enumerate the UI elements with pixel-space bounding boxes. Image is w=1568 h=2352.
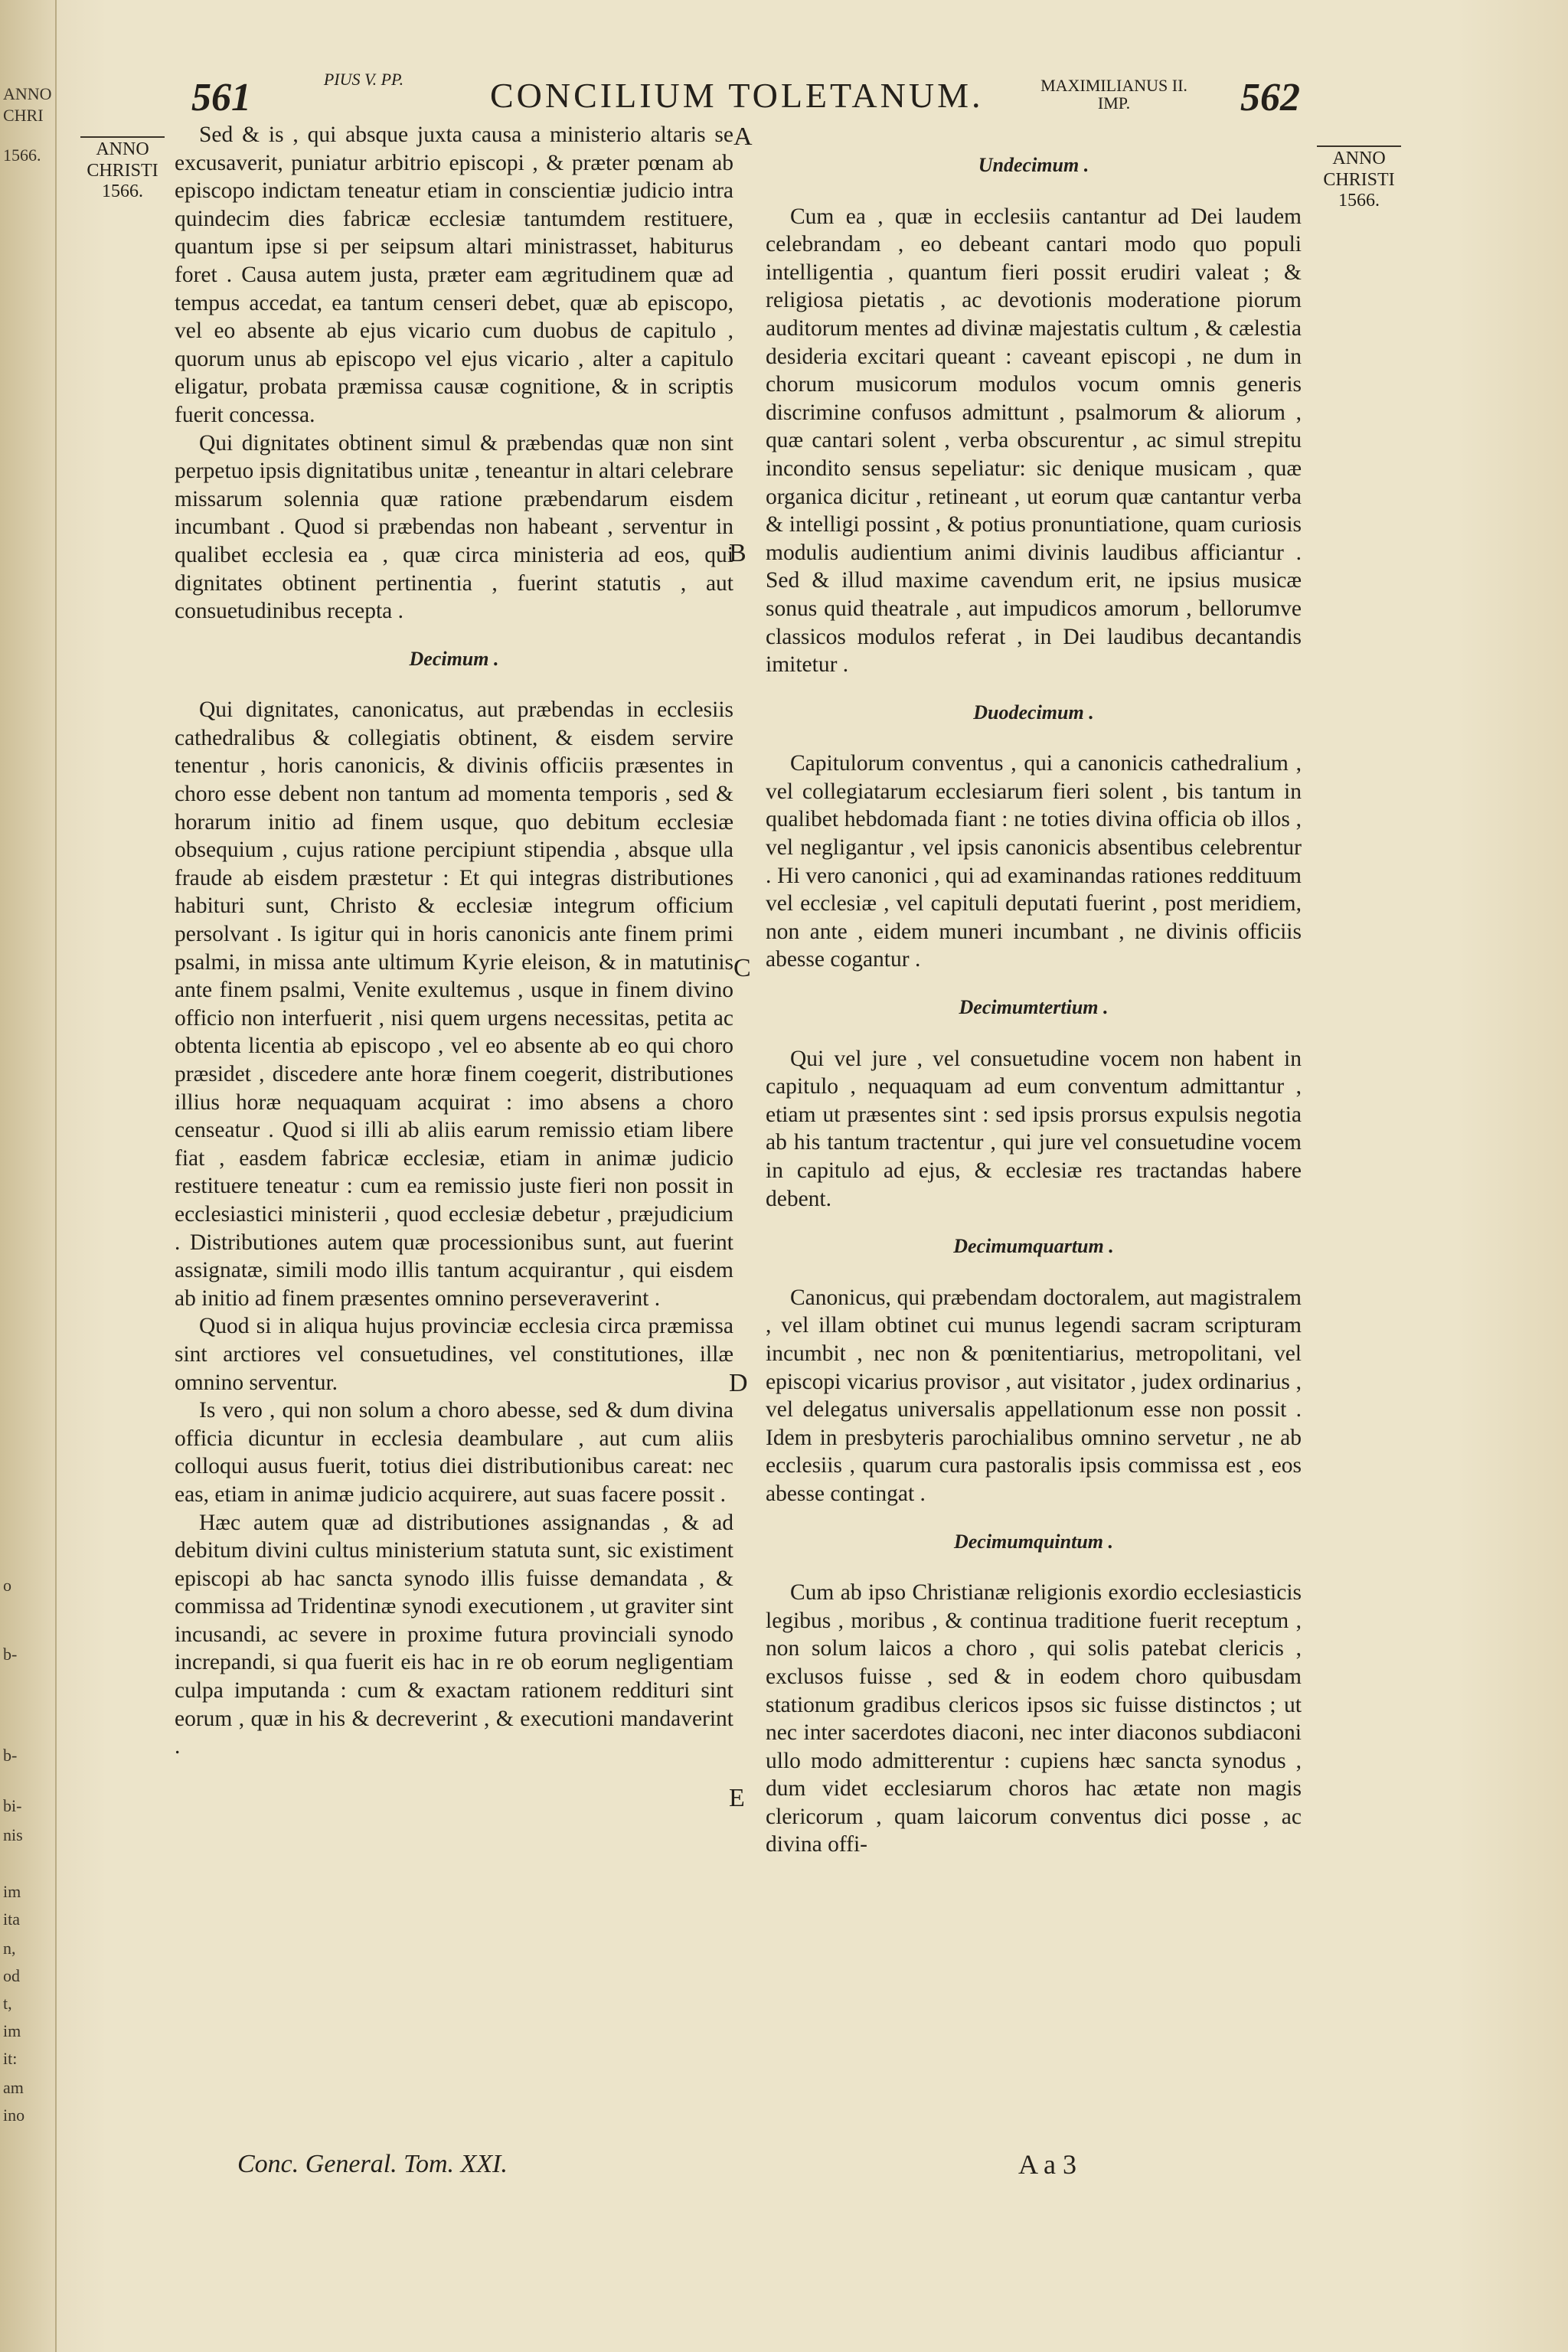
paragraph: Is vero , qui non solum a choro abesse, sed & dum divina officia dicuntur in ecclesia deambulare , aut cum aliis colloqui ausus fuerit, totius diei distributionibus careat: nec eas, etiam in animæ judicio acquirere, aut suas facere possit . — [175, 1398, 733, 1507]
paragraph: Qui dignitates obtinent simul & præbendas quæ non sint perpetuo ipsis dignitatibus unitæ , teneantur in altari celebrare missarum solennia quæ ratione præbendarum eisdem incumbant . Quod si præbendas non habeant , serventur in qualibet ecclesia ea , quæ circa ministeria ad eos, qui dignitates obtinent pertinentia , fuerint statutis , aut consuetudinibus recepta . — [175, 430, 733, 624]
gutter-fragment: 1566. — [3, 145, 41, 165]
gutter-fragment: ino — [3, 2105, 25, 2125]
right-page-number: 562 — [1240, 76, 1300, 119]
adjacent-page-gutter — [0, 0, 57, 2352]
signature-mark: A a 3 — [1018, 2149, 1076, 2180]
paragraph: Capitulorum conventus , qui a canonicis cathedralium , vel collegiatarum ecclesiarum fieri solent , bis tantum in qualibet hebdomada fiant : ne toties divina officia ob illos , vel negligantur , vel ipsis canonicis absentibus celebrentur . Hi vero canonici , qui ad examinandas rationes reddituum vel ecclesiæ , vel capituli deputati fuerint , post meridiem, non ante , eidem muneri incumbant , ne divinis officiis abesse cogantur . — [766, 751, 1302, 972]
left-page-number: 561 — [191, 76, 251, 119]
section-marker-d: D — [729, 1369, 748, 1397]
section-heading: Decimumquartum . — [953, 1235, 1114, 1258]
paragraph: Cum ab ipso Christianæ religionis exordio ecclesiasticis legibus , moribus , & continua traditione fuerit receptum , non solum laicos a choro , qui solis patebat clericis , exclusos fuisse , sed & in eodem choro quibusdam stationum gradibus clericos ipsos sic fuisse distinctos ; ut nec inter sacerdotes diaconi, nec inter diaconos subdiaconi ullo modo admitterentur : cupiens hæc sancta synodus , dum videt ecclesiarum choros hac ætate non magis clericorum , quam laicorum conventus dici posse , ac divina offi- — [766, 1580, 1302, 1857]
gutter-fragment: im — [3, 2021, 21, 2040]
gutter-fragment: o — [3, 1576, 11, 1595]
gutter-fragment: ita — [3, 1909, 20, 1929]
gutter-fragment: od — [3, 1966, 20, 1985]
margin-year-left: ANNO CHRISTI 1566. — [77, 136, 168, 203]
section-marker-c: C — [733, 954, 751, 982]
gutter-fragment: t, — [3, 1994, 12, 2013]
gutter-fragment: nis — [3, 1825, 23, 1844]
paragraph: Hæc autem quæ ad distributiones assignandas , & ad debitum divini cultus ministerium statuta sunt, sic existiment episcopi ab hac sancta synodo illis fuisse demandata , & commissa ad Tridentinæ synodi executionem , ut graviter sint incusandi, ac severe in proxime futura provinciali synodo increpandi, si qua fuerit eis hac in re ob eorum negligentiam culpa imputanda : cum & exactam rationem redditurі sint eorum , quæ in his & decreverint , & executioni mandaverint . — [175, 1510, 733, 1759]
section-heading: Decimum . — [409, 647, 499, 670]
gutter-fragment: am — [3, 2078, 24, 2097]
gutter-fragment: it: — [3, 2049, 18, 2068]
left-column — [175, 121, 733, 1761]
gutter-fragment: n, — [3, 1939, 16, 1958]
page-title: CONCILIUM TOLETANUM. — [490, 76, 984, 115]
emperor-header: MAXIMILIANUS II. IMP. — [1040, 76, 1187, 113]
paragraph: Qui vel jure , vel consuetudine vocem non habent in capitulo , nequaquam ad eum conventum admittantur , etiam ut præsentes sint : sed ipsis prorsus expulsis negotia ab his tantum tractentur , qui jure vel consuetudine vocem in capitulo ad ejus, & ecclesiæ res tractandas habere debent. — [766, 1046, 1302, 1211]
paragraph: Quod si in aliqua hujus provinciæ ecclesia circa præmissa sint arctiores vel consuetudines, vel constitutiones, illæ omnino serventur. — [175, 1314, 733, 1395]
volume-footer: Conc. General. Tom. XXI. — [237, 2150, 508, 2178]
section-marker-b: B — [729, 539, 746, 567]
paragraph: Canonicus, qui præbendam doctoralem, aut magistralem , vel illam obtinet cui munus legendi sacram scripturam incumbit , nec non & pœnitentiarius, metropolitani, vel episcopi vicarius provisor , aut visitator , judex ordinarius , vel delegatus universalis appellationum esse non possit . Idem in presbyteris parochialibus omnino servetur , ne ab ecclesiis , quarum cura pastoralis ipsis commissa est , eos abesse contingat . — [766, 1285, 1302, 1506]
paragraph: Sed & is , qui absque juxta causa a ministerio altaris se excusaverit, puniatur arbitrio episcopi , & præter pœnam ab episcopo indictam teneatur etiam in conscientiæ judicio intra quindecim dies fabricæ ecclesiæ tantumdem restituere, quantum ipse si per seipsum altari ministrasset, habiturus foret . Causa autem justa, præter eam ægritudinem quæ ad tempus accedat, ea tantum censeri debet, quæ ab episcopo, vel eo absente ab ejus vicario cum duobus de capitulo , quorum unus ab episcopo vel ejus vicario , alter a capitulo eligatur, probata præmissa causæ cognitione, & in scriptis fuerit concessa. — [175, 122, 733, 427]
section-heading: Duodecimum . — [973, 701, 1094, 724]
margin-year-right: ANNO CHRISTI 1566. — [1309, 145, 1409, 212]
gutter-fragment: ANNO — [3, 84, 52, 103]
gutter-fragment: b- — [3, 1746, 18, 1765]
section-heading: Decimumtertium . — [959, 996, 1109, 1019]
paragraph: Cum ea , quæ in ecclesiis cantantur ad Dei laudem celebrandam , eo debeant cantari modo quo populi intelligentia , quantum fieri possit erudiri valeat ; & religiosa pietatis , ac devotionis moderatione piorum auditorum mentes ad divinæ majestatis cultum , & cælestia desideria excitari queant : caveant episcopi , ne dum in chorum musicorum modulos vocum omnis generis discrimine confusos admittunt , psalmorum & aliorum , quæ cantari solent , verba obscurentur , ac simul strepitu incondito sensus sepeliatur: sic denique musicam , quæ organica dicitur , retineant , ut eorum quæ cantantur verba & intelligi possint , & potius pronuntiatione, quam curiosis modulis audientium animi divinis laudibus afficiantur . Sed & illud maxime cavendum erit, ne ipsius musicæ sonus quid theatrale , aut impudicos amorum , bellorumve classicos modulos referat , in Dei laudibus decantandis imitetur . — [766, 204, 1302, 678]
gutter-fragment: b- — [3, 1645, 18, 1664]
right-column — [766, 121, 1302, 1859]
gutter-fragment: CHRI — [3, 106, 44, 125]
gutter-fragment: bi- — [3, 1796, 22, 1815]
section-heading: Decimumquintum . — [953, 1530, 1114, 1553]
section-marker-a: A — [733, 122, 753, 151]
section-heading: Undecimum . — [978, 154, 1089, 176]
paragraph: Qui dignitates, canonicatus, aut præbendas in ecclesiis cathedralibus & collegiatis obtinent, & eisdem servire tenentur , horis canonicis, & divinis officiis præsentes in choro esse debent non tantum ad momenta temporis , sed & horarum initio ad finem usque, quo debitum ecclesiæ obsequium , cujus ratione percipiunt stipendia , absque ulla fraude ab eisdem præstetur : Et qui integras distributiones habituri sunt, Christo & ecclesiæ integrum officium persolvant . Is igitur qui in horis canonicis ante finem primi psalmi, in missa ante ultimum Kyrie eleison, & in matutinis ante finem psalmi, Venite exultemus , usque in finem divino officio non interfuerit , nisi quem urgens necessitas, petita ac obtenta licentia ab episcopo , vel eo absente ab eo qui choro præsidet , discedere ante horæ finem coegerit, distributiones illius horæ nequaquam acquirat : imo absens a choro censeatur . Quod si illi ab aliis earum remissio etiam libere fiat , easdem fabricæ ecclesiæ, etiam in animæ judicio restituere teneatur : cum ea remissio juste fieri non possit in ecclesiastici ministerii , quod ecclesiæ debetur , præjudicium . Distributiones autem quæ processionibus sunt, aut fuerint assignatæ, simili modo illis tantum acquirantur , qui eisdem ab initio ad finem præsentes omnino perseveraverint . — [175, 697, 733, 1311]
section-marker-e: E — [729, 1784, 745, 1812]
pope-header: PIUS V. PP. — [323, 70, 404, 89]
gutter-fragment: im — [3, 1882, 21, 1901]
